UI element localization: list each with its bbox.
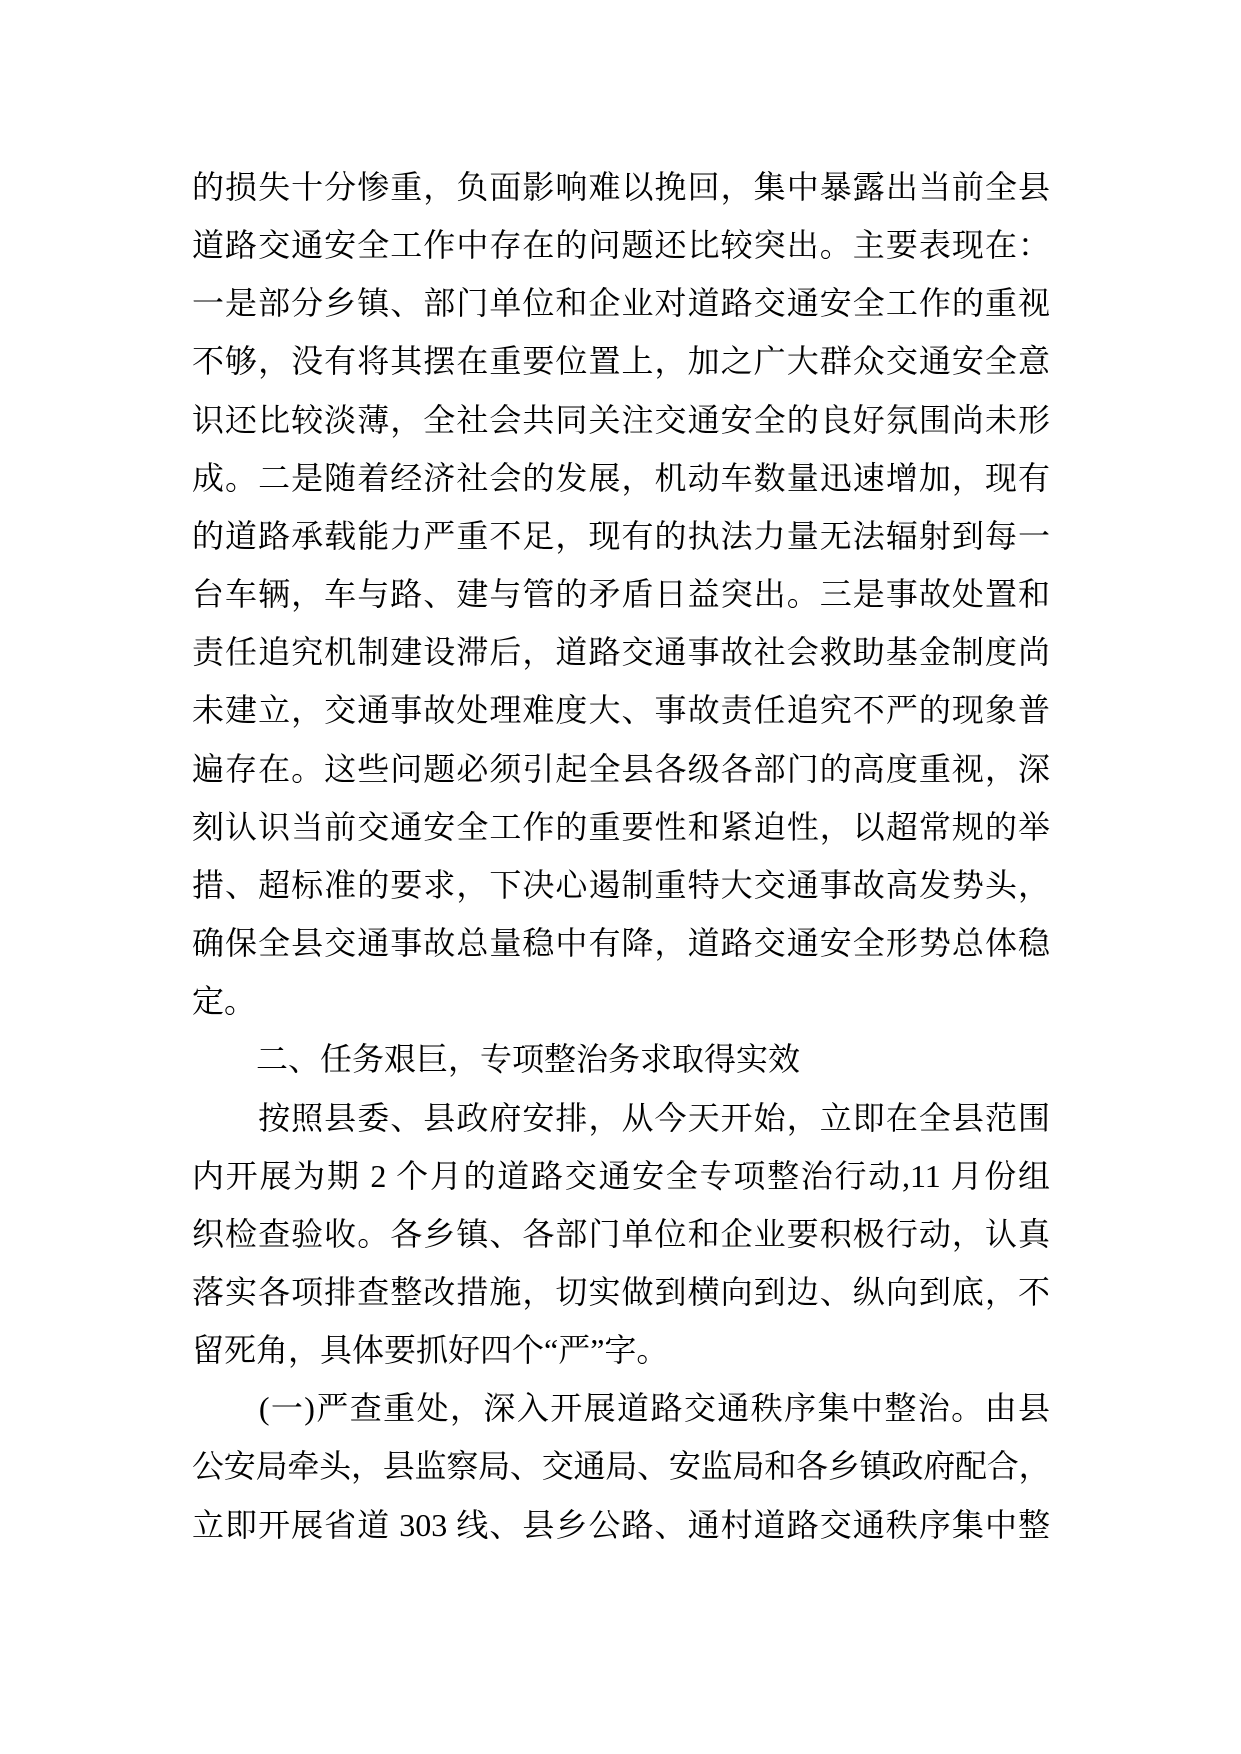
text-line: 道路交通安全工作中存在的问题还比较突出。主要表现在： (192, 227, 1050, 264)
text-line: 立即开展省道 303 线、县乡公路、通村道路交通秩序集中整 (192, 1506, 1050, 1543)
text-line: 刻认识当前交通安全工作的重要性和紧迫性，以超常规的举 (192, 808, 1050, 845)
text-line: (一)严查重处，深入开展道路交通秩序集中整治。由县 (192, 1390, 1050, 1427)
text-line: 成。二是随着经济社会的发展，机动车数量迅速增加，现有 (192, 459, 1050, 496)
text-line: 台车辆，车与路、建与管的矛盾日益突出。三是事故处置和 (192, 576, 1050, 613)
text-line: 公安局牵头，县监察局、交通局、安监局和各乡镇政府配合， (192, 1448, 1050, 1485)
text-line: 不够，没有将其摆在重要位置上，加之广大群众交通安全意 (192, 343, 1050, 380)
text-line: 遍存在。这些问题必须引起全县各级各部门的高度重视，深 (192, 750, 1050, 787)
text-line: 留死角，具体要抓好四个“严”字。 (192, 1332, 669, 1369)
text-line: 的损失十分惨重，负面影响难以挽回，集中暴露出当前全县 (192, 169, 1050, 205)
text-line: 责任追究机制建设滞后，道路交通事故社会救助基金制度尚 (192, 634, 1050, 671)
text-line: 定。 (192, 983, 257, 1020)
text-line: 一是部分乡镇、部门单位和企业对道路交通安全工作的重视 (192, 285, 1050, 322)
text-line: 内开展为期 2 个月的道路交通安全专项整治行动,11 月份组 (192, 1157, 1050, 1194)
text-line: 落实各项排查整改措施，切实做到横向到边、纵向到底，不 (192, 1273, 1050, 1310)
text-line: 的道路承载能力严重不足，现有的执法力量无法辐射到每一 (192, 517, 1050, 554)
text-line: 未建立，交通事故处理难度大、事故责任追究不严的现象普 (192, 692, 1050, 729)
text-line: 二、任务艰巨，专项整治务求取得实效 (192, 1041, 801, 1078)
text-line: 织检查验收。各乡镇、各部门单位和企业要积极行动，认真 (192, 1215, 1050, 1252)
text-line: 识还比较淡薄，全社会共同关注交通安全的良好氛围尚未形 (192, 401, 1050, 438)
text-line: 确保全县交通事故总量稳中有降，道路交通安全形势总体稳 (192, 925, 1050, 962)
text-line: 措、超标准的要求，下决心遏制重特大交通事故高发势头， (192, 866, 1050, 903)
document-body (192, 158, 1050, 1554)
text-line: 按照县委、县政府安排，从今天开始，立即在全县范围 (192, 1099, 1050, 1136)
